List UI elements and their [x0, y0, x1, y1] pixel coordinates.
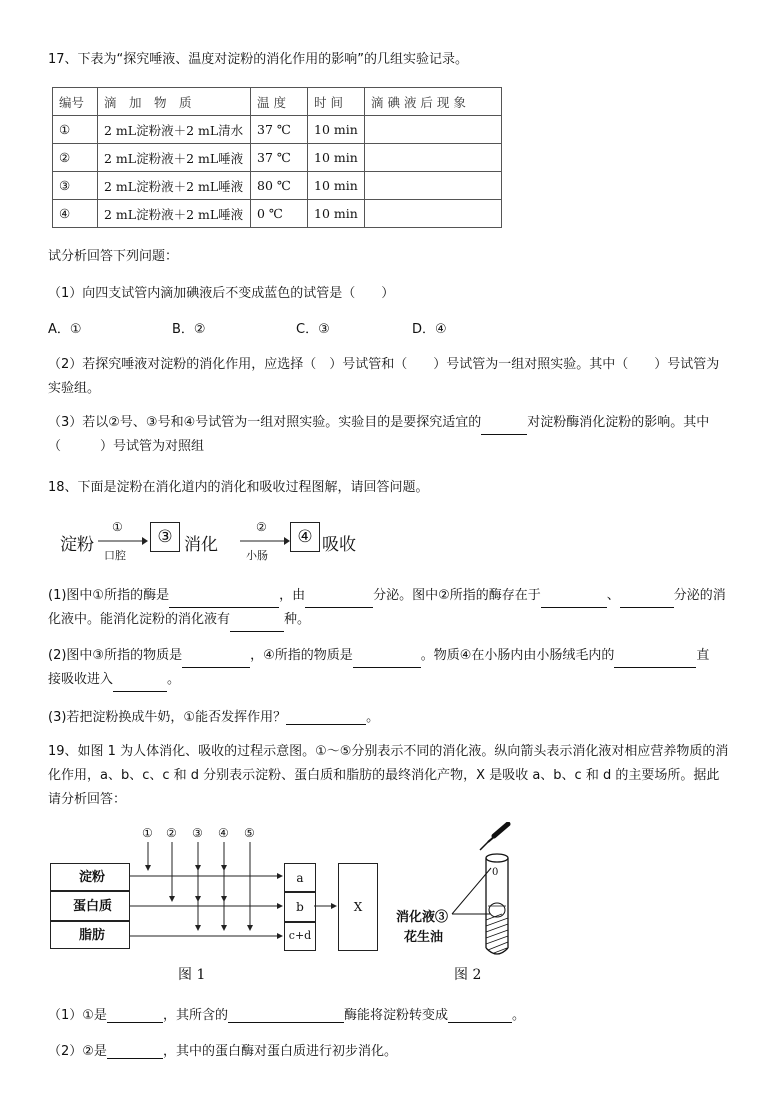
juice-number: ③ — [192, 826, 203, 840]
q19-part1 — [48, 1004, 525, 1023]
q18-p2-text: (2)图中③所指的物质是 — [48, 648, 183, 663]
q18-p2-text: 。 — [167, 672, 181, 687]
answer-blank[interactable] — [286, 710, 366, 725]
cell-time: 10 min — [308, 200, 365, 228]
q17-part1: （1）向四支试管内滴加碘液后不变成蓝色的试管是（ ） — [48, 286, 395, 301]
starch-digestion-diagram — [60, 520, 380, 566]
figure-1-caption: 图 1 — [178, 967, 206, 983]
q18-p2-text: 接吸收进入 — [48, 672, 114, 687]
q19-p1-text: 。 — [511, 1008, 525, 1023]
q17-intro: 试分析回答下列问题： — [48, 249, 179, 264]
answer-blank[interactable] — [448, 1008, 512, 1023]
answer-blank[interactable] — [169, 593, 279, 608]
nutrient-protein: 蛋白质 — [50, 891, 130, 921]
cell-result — [365, 172, 502, 200]
arrow-icon — [240, 536, 290, 546]
cell-temp: 0 ℃ — [251, 200, 308, 228]
step2-place: 小肠 — [246, 549, 268, 562]
cell-id: ② — [53, 144, 98, 172]
juice-number: ② — [166, 826, 177, 840]
header-time: 时 间 — [308, 88, 365, 116]
q19-title: 19、如图 1 为人体消化、吸收的过程示意图。①～⑤分别表示不同的消化液。纵向箭头表示消化液对相应营养物质的消化作用，a、b、c、c 和 d 分别表示淀粉、蛋白质和脂肪的最终消化产物，X 是吸收 a、b、c 和 d 的主要场所。据此请分析回答： — [48, 744, 729, 807]
answer-blank[interactable] — [620, 593, 674, 608]
q18-p2-text: 。物质④在小肠内由小肠绒毛内的 — [420, 648, 615, 663]
cell-temp: 37 ℃ — [251, 116, 308, 144]
q17-title: 17、下表为“探究唾液、温度对淀粉的消化作用的影响”的几组实验记录。 — [48, 52, 469, 67]
nutrient-starch: 淀粉 — [50, 863, 130, 891]
option-c[interactable]: C．③ — [296, 322, 330, 337]
product-b: b — [284, 891, 316, 923]
cell-time: 10 min — [308, 172, 365, 200]
q18-p2-text: 直 — [696, 648, 710, 663]
cell-result — [365, 144, 502, 172]
cell-substance: 2 mL淀粉液＋2 mL清水 — [98, 116, 251, 144]
q17-part2: （2）若探究唾液对淀粉的消化作用，应选择（ ）号试管和（ ）号试管为一组对照实验。其中（ ）号试管为实验组。 — [48, 357, 720, 396]
cell-result — [365, 116, 502, 144]
q18-p1-text: ，由 — [279, 588, 306, 603]
cell-substance: 2 mL淀粉液＋2 mL唾液 — [98, 200, 251, 228]
header-result: 滴 碘 液 后 现 象 — [365, 88, 502, 116]
answer-blank[interactable] — [113, 677, 167, 692]
juice-number: ① — [142, 826, 153, 840]
q18-p3-text: 。 — [366, 710, 380, 725]
q17-part3-text-a: （3）若以②号、③号和④号试管为一组对照实验。实验目的是要探究适宜的 — [48, 415, 482, 430]
header-id: 编号 — [53, 88, 98, 116]
answer-blank[interactable] — [182, 653, 250, 668]
product-cd: c+d — [284, 921, 316, 951]
header-substance: 滴 加 物 质 — [98, 88, 251, 116]
q18-p1-text: 化液中。能消化淀粉的消化液有 — [48, 612, 231, 627]
label-digestive-juice: 消化液③ — [396, 910, 449, 925]
q18-p1-text: 种。 — [284, 612, 311, 627]
figure-2-caption: 图 2 — [454, 967, 482, 983]
action-absorb: 吸收 — [322, 535, 356, 555]
cell-temp: 80 ℃ — [251, 172, 308, 200]
q19-p2-text: ，其中的蛋白酶对蛋白质进行初步消化。 — [162, 1044, 397, 1059]
q18-p3-text: (3)若把淀粉换成牛奶，①能否发挥作用？ — [48, 710, 287, 725]
cell-result — [365, 200, 502, 228]
arrow-icon — [98, 536, 148, 546]
q19-p1-text: 酶能将淀粉转变成 — [343, 1008, 448, 1023]
q18-p1-text: 、 — [606, 588, 620, 603]
answer-blank[interactable] — [230, 617, 284, 632]
cell-temp: 37 ℃ — [251, 144, 308, 172]
q17-part3-text-b: 对淀粉酶消化淀粉的影响。其中（ ）号试管为对照组 — [48, 415, 710, 454]
experiment-table — [52, 87, 502, 228]
cell-id: ① — [53, 116, 98, 144]
cell-id: ④ — [53, 200, 98, 228]
q18-title: 18、下面是淀粉在消化道内的消化和吸收过程图解，请回答问题。 — [48, 480, 429, 495]
product-a: a — [284, 863, 316, 893]
absorption-site-x: X — [338, 863, 378, 951]
diagram-start: 淀粉 — [60, 535, 94, 555]
action-digest: 消化 — [184, 535, 218, 555]
q19-p2-text: （2）②是 — [48, 1044, 107, 1059]
q18-part3 — [48, 706, 379, 725]
answer-blank[interactable] — [614, 653, 696, 668]
table-header-row — [53, 88, 502, 116]
step2-number: ② — [256, 520, 267, 534]
q18-p1-text: 分泌的消 — [673, 588, 726, 603]
q18-p1-text: 分泌。图中②所指的酶存在于 — [373, 588, 541, 603]
option-a[interactable]: A．① — [48, 322, 82, 337]
cell-time: 10 min — [308, 116, 365, 144]
table-row — [53, 144, 502, 172]
q17-part3 — [48, 411, 732, 459]
answer-blank[interactable] — [353, 653, 421, 668]
q19-p1-text: （1）①是 — [48, 1008, 107, 1023]
answer-blank[interactable] — [541, 593, 607, 608]
option-b[interactable]: B．② — [172, 322, 206, 337]
cell-substance: 2 mL淀粉液＋2 mL唾液 — [98, 172, 251, 200]
figure-1 — [50, 826, 410, 986]
cell-id: ③ — [53, 172, 98, 200]
answer-blank[interactable] — [305, 593, 373, 608]
cell-time: 10 min — [308, 144, 365, 172]
q18-p2-text: ，④所指的物质是 — [250, 648, 353, 663]
figure-2 — [390, 822, 530, 986]
step1-number: ① — [112, 520, 123, 534]
answer-blank[interactable] — [481, 420, 527, 435]
nutrient-fat: 脂肪 — [50, 921, 130, 949]
q18-part1 — [48, 584, 732, 632]
substance-box-4: ④ — [290, 522, 320, 552]
q19-part2 — [48, 1040, 397, 1059]
juice-number: ④ — [218, 826, 229, 840]
table-row — [53, 172, 502, 200]
tube-mark: 0 — [492, 867, 499, 878]
option-d[interactable]: D．④ — [412, 322, 447, 337]
q18-p1-text: (1)图中①所指的酶是 — [48, 588, 170, 603]
header-temp: 温 度 — [251, 88, 308, 116]
cell-substance: 2 mL淀粉液＋2 mL唾液 — [98, 144, 251, 172]
juice-number: ⑤ — [244, 826, 255, 840]
answer-blank[interactable] — [107, 1008, 163, 1023]
q19-p1-text: ，其所含的 — [162, 1008, 228, 1023]
table-row — [53, 116, 502, 144]
step1-place: 口腔 — [104, 549, 126, 562]
label-peanut-oil: 花生油 — [404, 930, 444, 945]
answer-blank[interactable] — [228, 1008, 344, 1023]
table-row — [53, 200, 502, 228]
q18-part2 — [48, 644, 732, 692]
substance-box-3: ③ — [150, 522, 180, 552]
answer-blank[interactable] — [107, 1044, 163, 1059]
